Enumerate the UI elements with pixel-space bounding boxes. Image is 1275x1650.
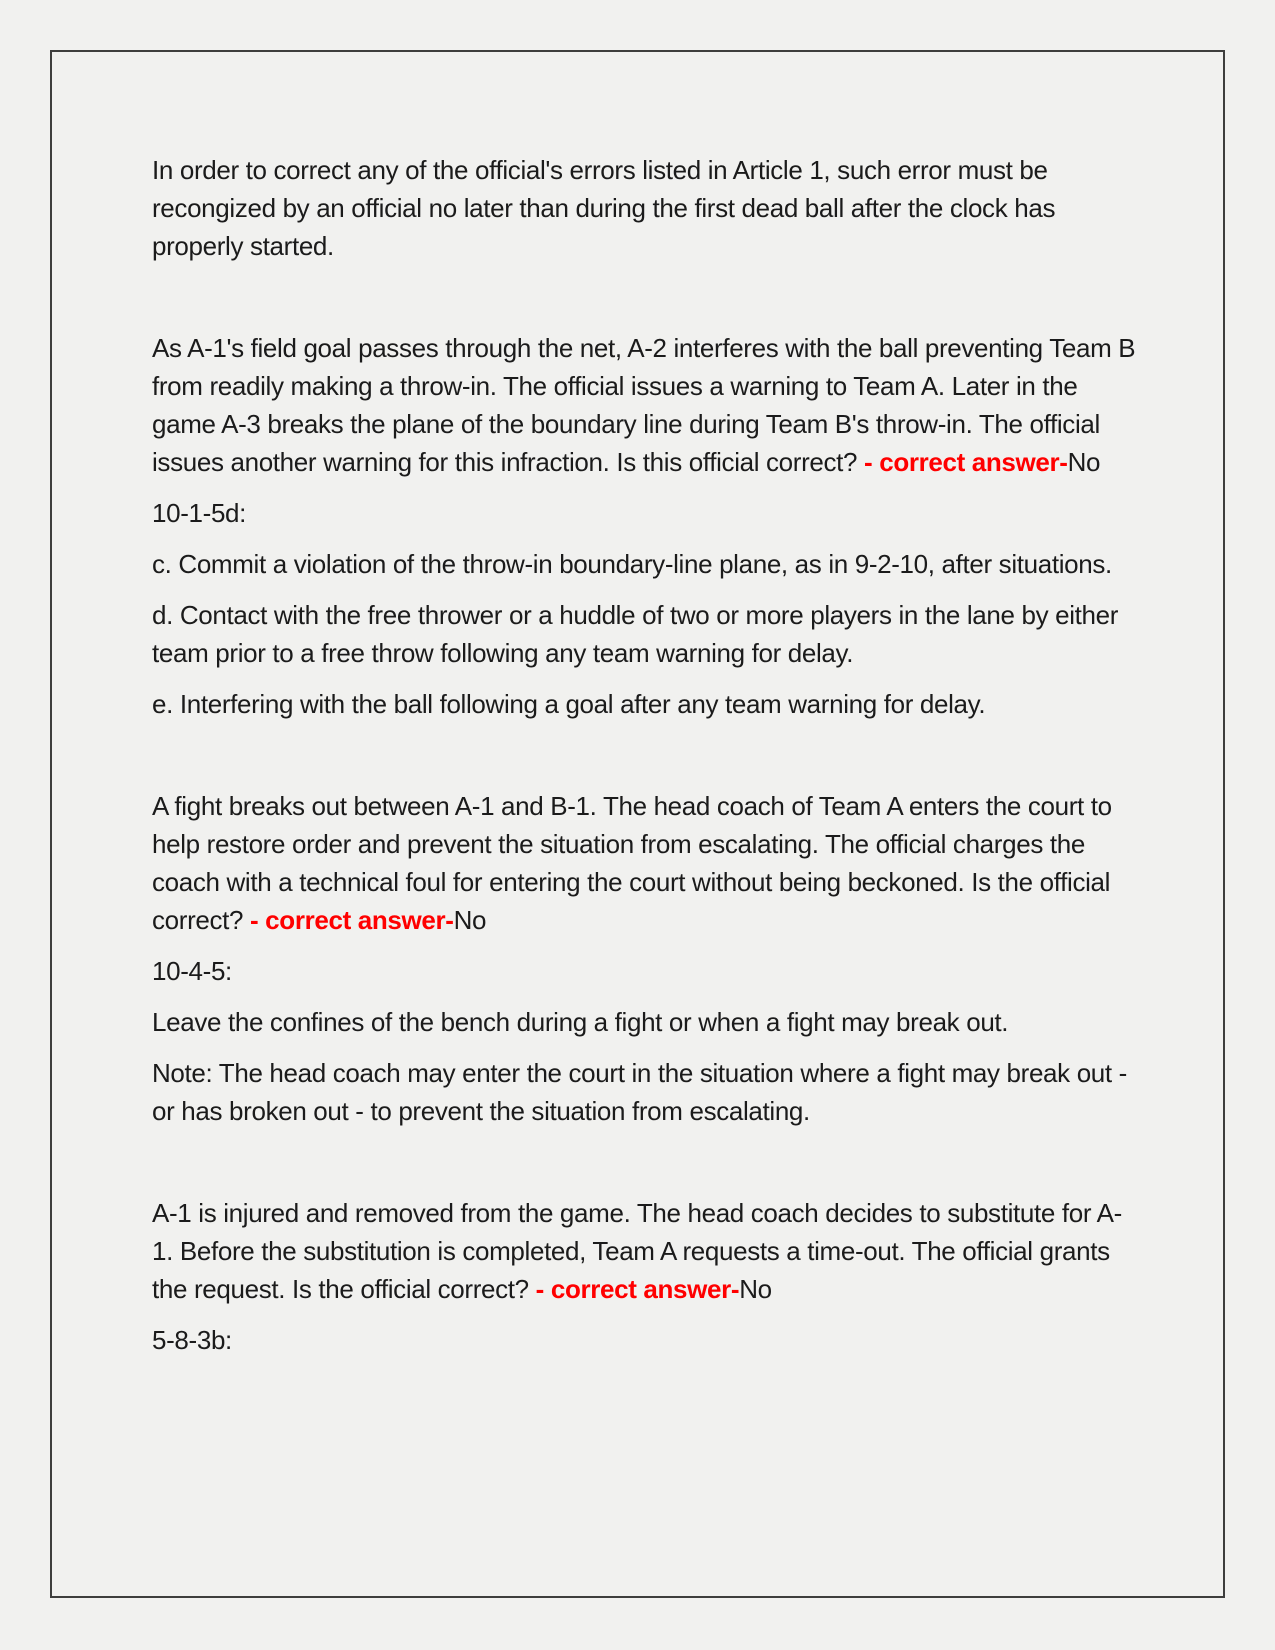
paragraph: [152, 545, 1141, 583]
text-segment: No: [739, 1274, 772, 1304]
paragraph: [152, 1321, 1141, 1359]
paragraph: [152, 494, 1141, 532]
paragraph: [152, 1003, 1141, 1041]
correct-answer-marker: - correct answer-: [535, 1274, 740, 1304]
text-segment: In order to correct any of the official's errors listed in Article 1, such error must be recongized by an official no later than during the first dead ball after the clock has properly started.: [152, 155, 1056, 261]
paragraph: [152, 787, 1141, 939]
text-segment: d. Contact with the free thrower or a huddle of two or more players in the lane by either team prior to a free throw following any team warning for delay.: [152, 600, 1119, 668]
text-segment: No: [1067, 447, 1101, 477]
paragraph: [152, 685, 1141, 723]
paragraph: [152, 596, 1141, 672]
correct-answer-marker: - correct answer-: [250, 905, 454, 935]
document-page: [50, 50, 1225, 1598]
paragraph: [152, 952, 1141, 990]
correct-answer-marker: - correct answer-: [864, 447, 1068, 477]
text-segment: c. Commit a violation of the throw-in boundary-line plane, as in 9-2-10, after situations.: [152, 549, 1112, 579]
text-segment: As A-1's field goal passes through the net, A-2 interferes with the ball preventing Team B from readily making a throw-in. The official issues a warning to Team A. Later in the game A-3 breaks the plane of the boundary line during Team B's throw-in. The official issues another warning for this infraction. Is this official correct?: [152, 333, 1136, 477]
text-segment: e. Interfering with the ball following a goal after any team warning for delay.: [152, 689, 986, 719]
text-segment: A-1 is injured and removed from the game. The head coach decides to substitute for A-1. Before the substitution is completed, Team A requests a time-out. The official grants the request. Is the official correct?: [152, 1198, 1122, 1304]
text-segment: 10-1-5d:: [152, 498, 247, 528]
blank-line: [152, 1143, 1141, 1181]
paragraph: [152, 1194, 1141, 1308]
paragraph: [152, 1054, 1141, 1130]
document-body: [52, 52, 1223, 1359]
paragraph: [152, 151, 1141, 265]
text-segment: No: [453, 905, 487, 935]
blank-line: [152, 278, 1141, 316]
blank-line: [152, 736, 1141, 774]
text-segment: 5-8-3b:: [152, 1325, 232, 1355]
paragraph: [152, 329, 1141, 481]
text-segment: A fight breaks out between A-1 and B-1. The head coach of Team A enters the court to help restore order and prevent the situation from escalating. The official charges the coach with a technical foul for entering the court without being beckoned. Is the official correct?: [152, 791, 1112, 935]
text-segment: 10-4-5:: [152, 956, 232, 986]
text-segment: Note: The head coach may enter the court in the situation where a fight may break out - or has broken out - to prevent the situation from escalating.: [152, 1058, 1127, 1126]
text-segment: Leave the confines of the bench during a fight or when a fight may break out.: [152, 1007, 1009, 1037]
